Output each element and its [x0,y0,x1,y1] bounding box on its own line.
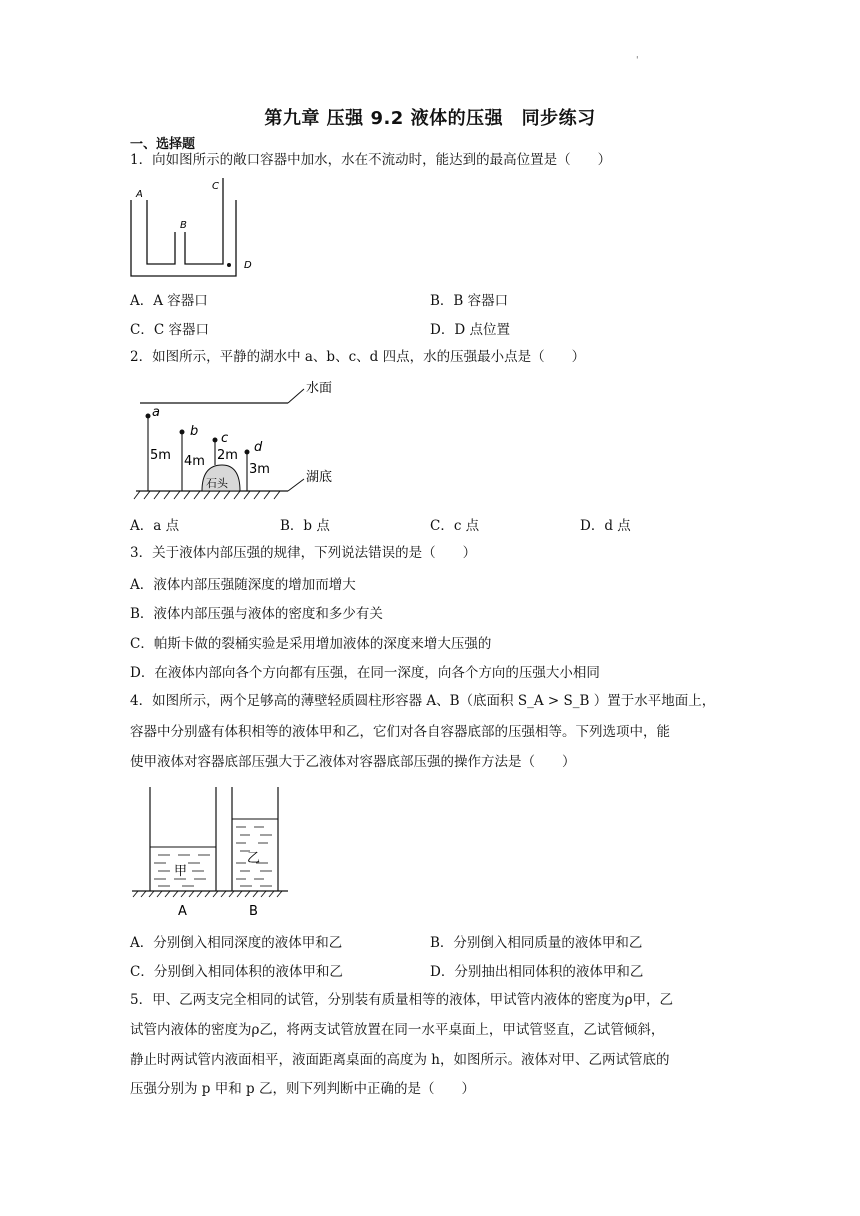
q1-label-a: A [136,189,143,200]
question-5-line-1: 5．甲、乙两支完全相同的试管，分别装有质量相等的液体，甲试管内液体的密度为ρ甲，乙 [130,992,674,1008]
question-5-line-2: 试管内液体的密度为ρ乙，将两支试管放置在同一水平桌面上，甲试管竖直，乙试管倾斜， [130,1022,665,1038]
q1-label-c: C [212,181,219,192]
q2-height-d: 3m [249,462,270,477]
q4-option-b: B．分别倒入相同质量的液体甲和乙 [430,935,643,951]
q1-label-d: D [244,260,252,271]
q3-option-c: C．帕斯卡做的裂桶实验是采用增加液体的深度来增大压强的 [130,636,492,652]
question-5-line-4: 压强分别为 p 甲和 p 乙，则下列判断中正确的是（ ） [130,1081,475,1097]
page-title: 第九章 压强 9.2 液体的压强 同步练习 [264,108,596,129]
q2-point-c: c [221,431,229,446]
q2-height-c: 2m [217,448,238,463]
q1-option-a: A．A 容器口 [130,293,208,309]
q4-label-jia: 甲 [174,864,188,879]
q2-option-b: B．b 点 [280,518,330,534]
q2-point-d: d [254,440,263,455]
q4-label-a: A [178,904,187,919]
q4-option-d: D．分别抽出相同体积的液体甲和乙 [430,964,644,980]
section-heading: 一、选择题 [130,137,196,152]
q1-option-b: B．B 容器口 [430,293,509,309]
q1-label-b: B [180,220,187,231]
header-mark: ' [636,56,639,66]
q2-option-d: D．d 点 [580,518,631,534]
q4-label-yi: 乙 [247,851,261,866]
q2-label-bottom: 湖底 [306,470,333,485]
question-5-line-3: 静止时两试管内液面相平，液面距离桌面的高度为 h，如图所示。液体对甲、乙两试管底的 [130,1052,670,1068]
q2-point-a: a [152,405,160,420]
q4-option-a: A．分别倒入相同深度的液体甲和乙 [130,935,343,951]
q2-height-b: 4m [184,454,205,469]
q4-label-b: B [249,904,258,919]
q4-option-c: C．分别倒入相同体积的液体甲和乙 [130,964,343,980]
question-4-line-2: 容器中分别盛有体积相等的液体甲和乙，它们对各自容器底部的压强相等。下列选项中，能 [130,724,670,740]
q2-option-a: A．a 点 [130,518,180,534]
q3-option-d: D．在液体内部向各个方向都有压强，在同一深度，向各个方向的压强大小相同 [130,665,600,681]
question-3-stem: 3．关于液体内部压强的规律，下列说法错误的是（ ） [130,545,477,561]
q3-option-b: B．液体内部压强与液体的密度和多少有关 [130,606,383,622]
q1-figure [128,178,268,282]
q1-option-d: D．D 点位置 [430,322,510,338]
q2-figure [128,375,348,505]
q2-point-b: b [190,424,199,439]
q3-option-a: A．液体内部压强随深度的增加而增大 [130,577,356,593]
q2-option-c: C．c 点 [430,518,480,534]
q1-option-c: C．C 容器口 [130,322,209,338]
q4-figure [128,783,298,921]
q2-label-surface: 水面 [306,381,333,396]
question-4-line-3: 使甲液体对容器底部压强大于乙液体对容器底部压强的操作方法是（ ） [130,754,576,770]
question-1-stem: 1．向如图所示的敞口容器中加水，水在不流动时，能达到的最高位置是（ ） [130,152,612,168]
question-2-stem: 2．如图所示，平静的湖水中 a、b、c、d 四点，水的压强最小点是（ ） [130,349,586,365]
question-4-line-1: 4．如图所示，两个足够高的薄壁轻质圆柱形容器 A、B（底面积 S_A > S_B ）置于水平地面上， [130,693,716,709]
q2-height-a: 5m [150,448,171,463]
q2-label-stone: 石头 [206,477,228,490]
